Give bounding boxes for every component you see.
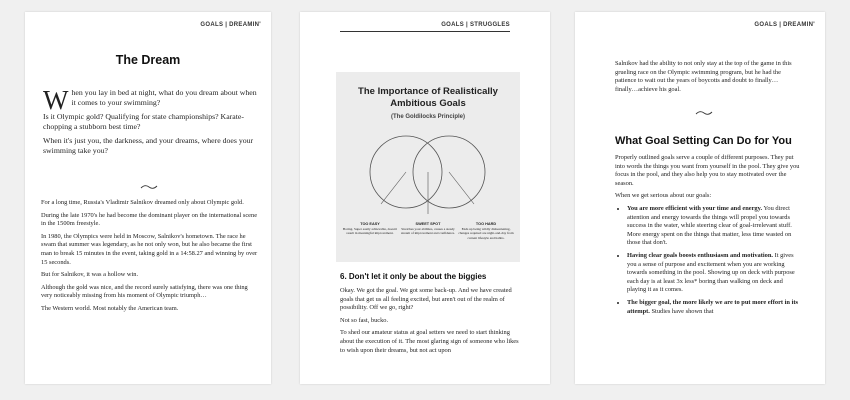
body-paragraph: For a long time, Russia's Vladimir Salnikov dreamed only about Olympic gold. [41, 199, 244, 206]
wave-divider-icon [140, 184, 158, 190]
list-item-text: Studies have shown that [649, 307, 714, 315]
zone-text: Stretches your abilities, causes a steady stream of improvement and confidence. [401, 227, 455, 236]
list-item [627, 299, 801, 316]
zone-too-hard [457, 222, 515, 240]
running-header: GOALS | DREAMIN' [754, 22, 815, 28]
page-title: The Dream [115, 53, 181, 67]
list-item-heading: Having clear goals boosts enthusiasm and motivation. [627, 251, 773, 259]
section-title: 6. Don't let it only be about the biggies [340, 272, 487, 281]
zone-too-easy [341, 222, 399, 236]
list-item-text: You direct attention and energy towards the things will propel you towards success in the water, while steering clear of goal-irrelevant stuff. More energy spent on the things that matter, less time wasted on those that don't. [627, 204, 792, 247]
body-paragraph: During the late 1970's he had become the dominant player on the international scene in the 1500m freestyle. [41, 211, 258, 228]
running-header: GOALS | DREAMIN' [200, 22, 261, 28]
body-paragraph: Although the gold was nice, and the record surely satisfying, there was one thing very noticeably missing from his moment of Olympic triumph… [41, 283, 248, 300]
drop-cap: W [43, 85, 69, 115]
body-text [340, 287, 525, 359]
zone-sweet-spot [399, 222, 457, 236]
lead-paragraph-1-text: hen you lay in bed at night, what do you dream about when it comes to your swimming? [71, 88, 257, 107]
page-struggles [300, 12, 550, 384]
list-item [627, 205, 801, 248]
body-paragraph: In 1980, the Olympics were held in Moscow, Salnikov's hometown. The race he swam that summer was legendary, as he not only won, but he also became the first man to break 15 minutes in the event, taking gold in a 14:58.27 and winning by over 15 seconds. [41, 232, 258, 266]
running-header: GOALS | STRUGGLES [340, 22, 510, 32]
intro-paragraph: Salnikov had the ability to not only stay at the top of the game in this grueling race on the Olympic swimming program, but he had the patience to wait out the years of boycotts and doubt to finally…finally…achieve his goal. [615, 60, 792, 93]
body-paragraph: To shed our amateur status at goal setters we need to start thinking about the execution of it. The most glaring sign of someone who likes to wish upon their dreams, but not act upon [340, 329, 519, 354]
page-dream [25, 12, 271, 384]
section-title: What Goal Setting Can Do for You [615, 135, 792, 147]
list-item [627, 252, 801, 295]
list-item-text: It gives you a sense of purpose and excitement when you are working towards something in the pool. Showing up on deck with purpose each day is at least 3x less* boring than walking on deck and playing it as it comes. [627, 251, 795, 294]
lead-paragraphs [43, 85, 257, 160]
zone-label: TOO HARD [475, 222, 497, 226]
goldilocks-diagram [336, 72, 520, 262]
body-paragraph: The Western world. Most notably the American team. [41, 304, 179, 312]
body-text [41, 199, 259, 318]
zone-label: SWEET SPOT [415, 222, 441, 226]
lead-paragraph-3: When it's just you, the darkness, and your dreams, where does your swimming take you? [43, 136, 254, 155]
body-paragraph: Not so fast, bucko. [340, 316, 389, 324]
lead-paragraph-2: Is it Olympic gold? Qualifying for state championships? Karate-chopping a stubborn best time? [43, 112, 244, 131]
body-paragraph: But for Salnikov, it was a hollow win. [41, 271, 139, 279]
body-paragraph: Properly outlined goals serve a couple of different purposes. They put into words the things you want from yourself in the pool. They give you focus in the pool, and they also help you to stay motivated over the season. [615, 154, 800, 187]
wave-divider-icon [695, 110, 713, 116]
body-paragraph: Okay. We got the goal. We got some back-up. And we have created goals that get us all feeling excited, but aren't out of the realm of possibility. Off we go, right? [340, 287, 512, 312]
body-text [615, 154, 801, 320]
zone-text: Ends up being wildly disheartening, changes required are night-and-day from current lifestyle and habits. [458, 227, 514, 240]
benefits-list [615, 205, 801, 316]
body-paragraph: When we get serious about our goals: [615, 192, 712, 200]
list-item-heading: The bigger goal, the more likely we are to put more effort in its attempt. [627, 298, 798, 315]
diagram-subtitle: (The Goldilocks Principle) [390, 114, 465, 120]
list-item-heading: You are more efficient with your time and energy. [627, 204, 763, 212]
lead-paragraph-1 [43, 85, 257, 115]
page-goal-setting [575, 12, 825, 384]
zone-label: TOO EASY [360, 222, 380, 226]
diagram-title: The Importance of Realistically Ambitious Goals [358, 86, 498, 109]
zone-text: Boring. Super easily achievable, doesn't result in meaningful improvement. [342, 227, 398, 236]
